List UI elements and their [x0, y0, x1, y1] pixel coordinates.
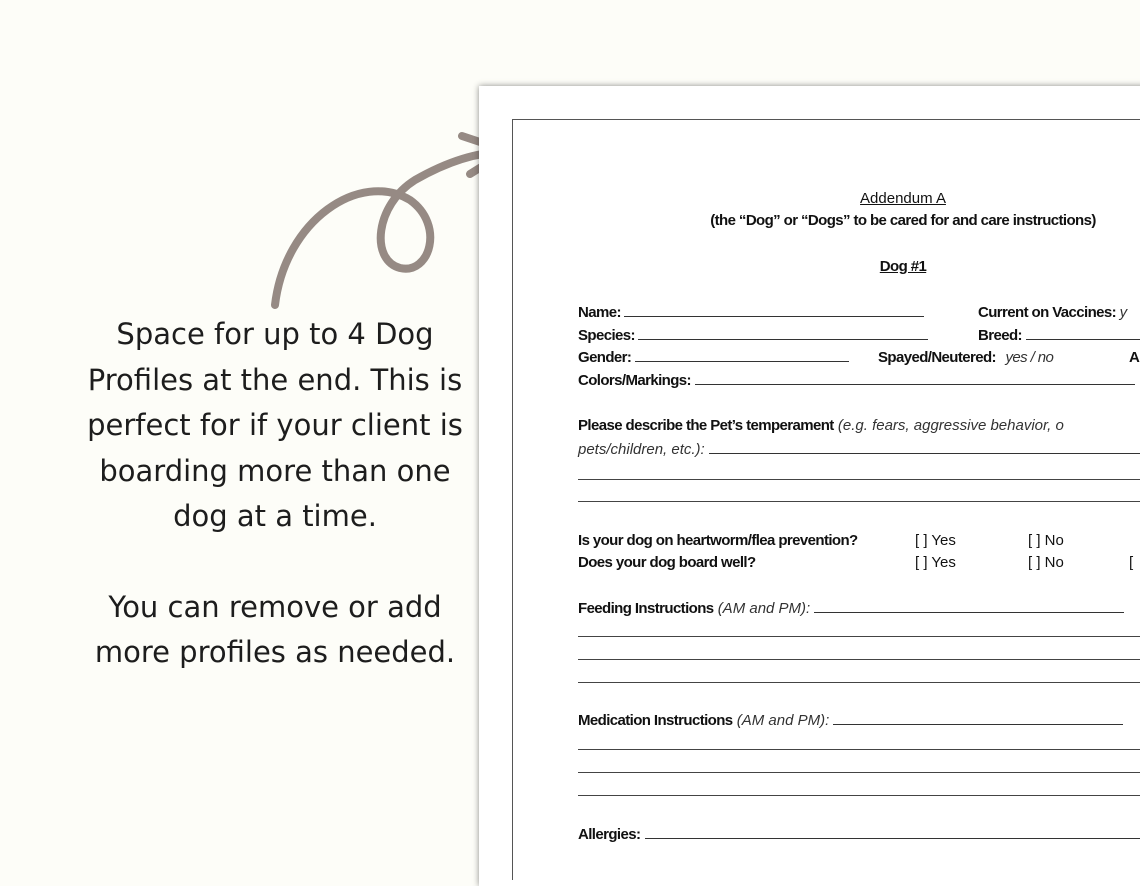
species-label: Species:	[578, 327, 635, 344]
temperament-line-2[interactable]	[578, 479, 1140, 480]
form-title: Addendum A	[860, 190, 946, 207]
boarding-no-checkbox[interactable]: [ ] No	[1028, 554, 1064, 571]
medication-line-4[interactable]	[578, 795, 1140, 796]
heartworm-no-checkbox[interactable]: [ ] No	[1028, 532, 1064, 549]
promo-paragraph-1: Space for up to 4 Dog Profiles at the end. This is perfect for if your client is boarding more than one dog at a time.	[70, 312, 480, 540]
section-heading: Dog #1	[880, 258, 926, 275]
allergies-field[interactable]	[645, 826, 1140, 839]
spayed-value[interactable]: yes / no	[1006, 349, 1054, 366]
promo-text	[70, 312, 480, 676]
breed-label: Breed:	[978, 327, 1022, 344]
colors-label: Colors/Markings:	[578, 372, 691, 389]
spayed-label: Spayed/Neutered:	[878, 349, 996, 366]
species-field[interactable]	[638, 327, 928, 340]
gender-field[interactable]	[635, 349, 849, 362]
temperament-hint-cont: pets/children, etc.):	[578, 441, 705, 458]
addendum-form	[578, 0, 1140, 855]
temperament-line-3[interactable]	[578, 501, 1140, 502]
feeding-field[interactable]	[814, 600, 1124, 613]
temperament-hint: (e.g. fears, aggressive behavior, o	[838, 417, 1064, 434]
medication-label: Medication Instructions	[578, 712, 733, 729]
breed-field[interactable]	[1026, 327, 1140, 340]
medication-field[interactable]	[833, 712, 1123, 725]
heartworm-yes-checkbox[interactable]: [ ] Yes	[915, 532, 956, 549]
medication-line-2[interactable]	[578, 749, 1140, 750]
question-heartworm: Is your dog on heartworm/flea prevention?	[578, 532, 858, 549]
form-subtitle: (the “Dog” or “Dogs” to be cared for and care instructions)	[578, 212, 1140, 229]
feeding-hint: (AM and PM):	[718, 600, 811, 617]
gender-label: Gender:	[578, 349, 631, 366]
vaccines-value[interactable]: y	[1120, 304, 1127, 321]
feeding-line-2[interactable]	[578, 636, 1140, 637]
question-boarding: Does your dog board well?	[578, 554, 756, 571]
feeding-line-3[interactable]	[578, 659, 1140, 660]
boarding-other-checkbox[interactable]: [	[1129, 554, 1133, 571]
colors-field[interactable]	[695, 372, 1135, 385]
promo-paragraph-2: You can remove or add more profiles as needed.	[70, 585, 480, 676]
name-label: Name:	[578, 304, 621, 321]
medication-line-3[interactable]	[578, 772, 1140, 773]
feeding-line-4[interactable]	[578, 682, 1140, 683]
medication-hint: (AM and PM):	[737, 712, 830, 729]
temperament-field[interactable]	[709, 441, 1140, 454]
allergies-label: Allergies:	[578, 826, 640, 843]
boarding-yes-checkbox[interactable]: [ ] Yes	[915, 554, 956, 571]
vaccines-label: Current on Vaccines:	[978, 304, 1116, 321]
age-label: A	[1129, 349, 1139, 366]
temperament-label: Please describe the Pet’s temperament	[578, 417, 834, 434]
name-field[interactable]	[624, 304, 924, 317]
feeding-label: Feeding Instructions	[578, 600, 714, 617]
